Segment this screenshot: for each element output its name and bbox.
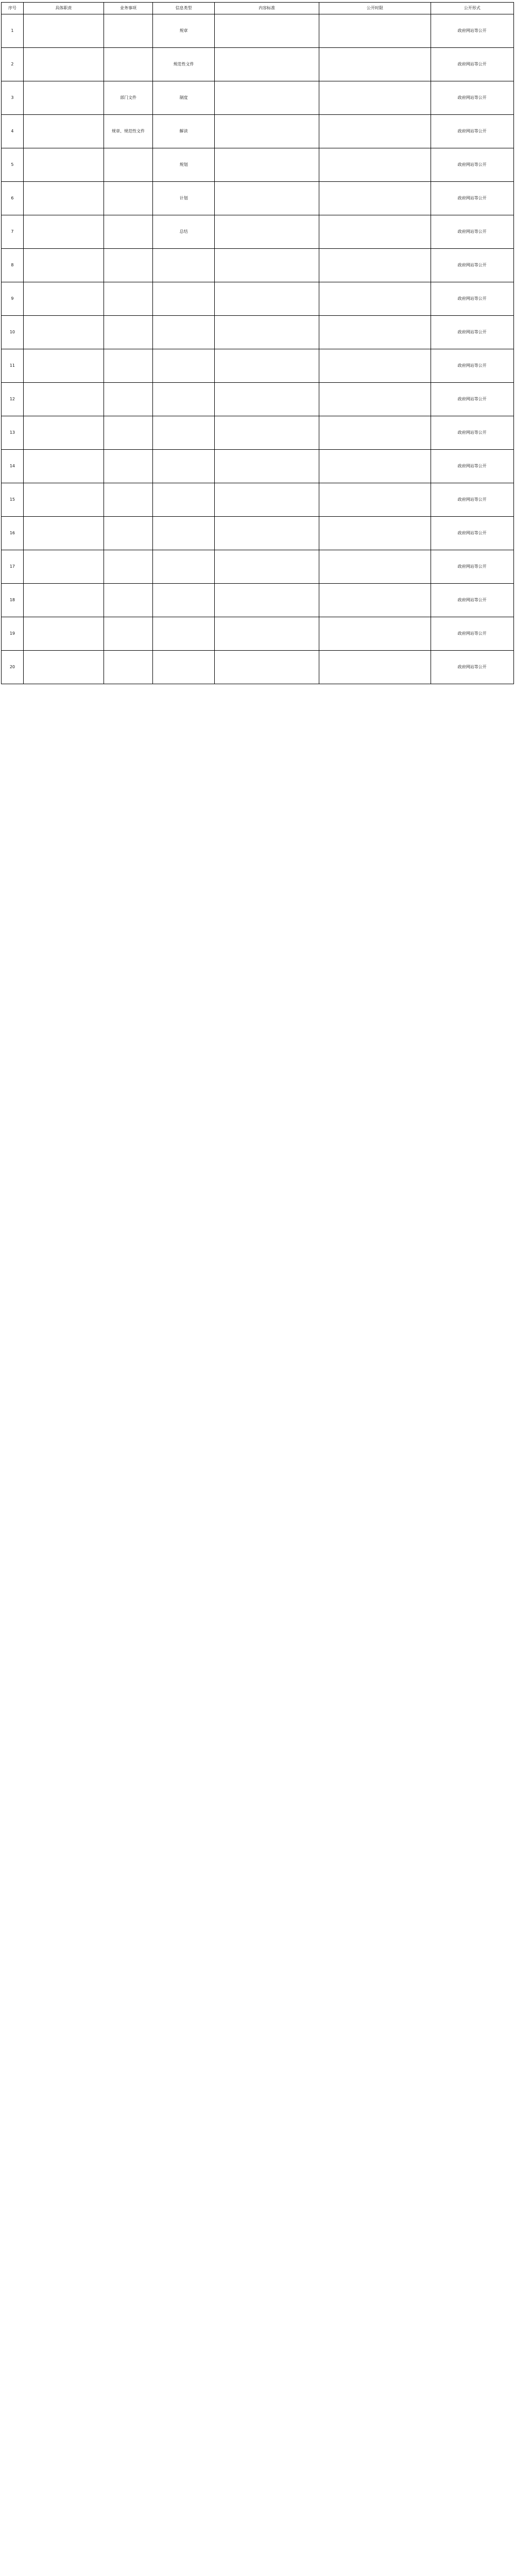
cell-form: 政府网站等公开	[431, 517, 513, 550]
cell-time	[319, 316, 431, 349]
cell-form: 政府网站等公开	[431, 483, 513, 517]
table-row	[2, 115, 514, 148]
cell-form: 政府网站等公开	[431, 148, 513, 182]
cell-duty	[23, 349, 104, 383]
cell-type: 计划	[153, 182, 215, 215]
cell-time	[319, 148, 431, 182]
cell-duty	[23, 450, 104, 483]
cell-content	[215, 115, 319, 148]
table-row	[2, 182, 514, 215]
cell-form: 政府网站等公开	[431, 249, 513, 282]
cell-form: 政府网站等公开	[431, 349, 513, 383]
cell-form: 政府网站等公开	[431, 550, 513, 584]
cell-form: 政府网站等公开	[431, 115, 513, 148]
cell-type	[153, 282, 215, 316]
cell-item	[104, 550, 153, 584]
table-row	[2, 450, 514, 483]
cell-type: 规范性文件	[153, 48, 215, 81]
table-row	[2, 48, 514, 81]
cell-duty	[23, 651, 104, 684]
cell-duty	[23, 81, 104, 115]
cell-time	[319, 517, 431, 550]
table-row	[2, 14, 514, 48]
table-header-row	[2, 3, 514, 14]
cell-type	[153, 416, 215, 450]
header-duty: 具体职责	[23, 3, 104, 14]
table-row	[2, 517, 514, 550]
table-row	[2, 584, 514, 617]
cell-form: 政府网站等公开	[431, 14, 513, 48]
cell-form: 政府网站等公开	[431, 316, 513, 349]
header-time: 公开时限	[319, 3, 431, 14]
header-content: 内容标准	[215, 3, 319, 14]
cell-time	[319, 383, 431, 416]
cell-content	[215, 282, 319, 316]
cell-form: 政府网站等公开	[431, 416, 513, 450]
cell-type	[153, 584, 215, 617]
cell-type	[153, 249, 215, 282]
cell-type	[153, 349, 215, 383]
cell-form: 政府网站等公开	[431, 383, 513, 416]
cell-no: 5	[2, 148, 24, 182]
cell-form: 政府网站等公开	[431, 215, 513, 249]
header-form: 公开形式	[431, 3, 513, 14]
cell-no: 13	[2, 416, 24, 450]
cell-content	[215, 148, 319, 182]
table-row	[2, 249, 514, 282]
cell-item	[104, 383, 153, 416]
cell-content	[215, 483, 319, 517]
table-body	[2, 14, 514, 684]
cell-content	[215, 349, 319, 383]
cell-no: 10	[2, 316, 24, 349]
cell-duty	[23, 517, 104, 550]
cell-item	[104, 483, 153, 517]
cell-type: 规章	[153, 14, 215, 48]
cell-content	[215, 651, 319, 684]
cell-duty	[23, 483, 104, 517]
cell-duty	[23, 316, 104, 349]
cell-item	[104, 148, 153, 182]
cell-form: 政府网站等公开	[431, 617, 513, 651]
cell-item	[104, 215, 153, 249]
cell-item	[104, 517, 153, 550]
cell-time	[319, 81, 431, 115]
cell-item	[104, 416, 153, 450]
cell-no: 6	[2, 182, 24, 215]
cell-duty	[23, 48, 104, 81]
table-row	[2, 282, 514, 316]
cell-item	[104, 14, 153, 48]
cell-type: 总结	[153, 215, 215, 249]
cell-item: 部门文件	[104, 81, 153, 115]
cell-duty	[23, 550, 104, 584]
cell-content	[215, 416, 319, 450]
cell-type	[153, 517, 215, 550]
table-row	[2, 316, 514, 349]
table-row	[2, 550, 514, 584]
cell-content	[215, 215, 319, 249]
table-row	[2, 617, 514, 651]
cell-duty	[23, 148, 104, 182]
header-type: 信息类型	[153, 3, 215, 14]
cell-form: 政府网站等公开	[431, 282, 513, 316]
cell-type	[153, 383, 215, 416]
cell-type	[153, 651, 215, 684]
cell-time	[319, 115, 431, 148]
cell-no: 11	[2, 349, 24, 383]
cell-time	[319, 282, 431, 316]
cell-duty	[23, 249, 104, 282]
cell-no: 9	[2, 282, 24, 316]
cell-time	[319, 416, 431, 450]
cell-type	[153, 483, 215, 517]
cell-item	[104, 249, 153, 282]
table-row	[2, 349, 514, 383]
cell-content	[215, 48, 319, 81]
cell-content	[215, 450, 319, 483]
cell-no: 7	[2, 215, 24, 249]
cell-content	[215, 249, 319, 282]
disclosure-table	[1, 2, 514, 684]
cell-form: 政府网站等公开	[431, 48, 513, 81]
cell-form: 政府网站等公开	[431, 81, 513, 115]
header-item: 业务事项	[104, 3, 153, 14]
cell-item	[104, 450, 153, 483]
table-row	[2, 383, 514, 416]
cell-time	[319, 249, 431, 282]
cell-time	[319, 14, 431, 48]
cell-item	[104, 182, 153, 215]
cell-item	[104, 584, 153, 617]
cell-type	[153, 617, 215, 651]
cell-type	[153, 550, 215, 584]
cell-content	[215, 14, 319, 48]
cell-no: 2	[2, 48, 24, 81]
cell-time	[319, 48, 431, 81]
cell-type	[153, 316, 215, 349]
cell-time	[319, 182, 431, 215]
cell-duty	[23, 617, 104, 651]
cell-no: 1	[2, 14, 24, 48]
cell-no: 8	[2, 249, 24, 282]
cell-duty	[23, 383, 104, 416]
cell-duty	[23, 115, 104, 148]
cell-form: 政府网站等公开	[431, 450, 513, 483]
cell-content	[215, 584, 319, 617]
cell-item	[104, 617, 153, 651]
cell-no: 17	[2, 550, 24, 584]
cell-time	[319, 617, 431, 651]
cell-type: 规划	[153, 148, 215, 182]
cell-time	[319, 450, 431, 483]
cell-item	[104, 316, 153, 349]
cell-duty	[23, 584, 104, 617]
cell-item	[104, 651, 153, 684]
cell-form: 政府网站等公开	[431, 584, 513, 617]
cell-duty	[23, 282, 104, 316]
cell-item	[104, 282, 153, 316]
cell-form: 政府网站等公开	[431, 182, 513, 215]
cell-no: 20	[2, 651, 24, 684]
cell-time	[319, 651, 431, 684]
cell-form: 政府网站等公开	[431, 651, 513, 684]
cell-no: 4	[2, 115, 24, 148]
cell-item: 规章、规范性文件	[104, 115, 153, 148]
cell-duty	[23, 14, 104, 48]
cell-no: 14	[2, 450, 24, 483]
table-row	[2, 651, 514, 684]
cell-content	[215, 517, 319, 550]
table-row	[2, 148, 514, 182]
cell-content	[215, 316, 319, 349]
cell-time	[319, 349, 431, 383]
cell-content	[215, 550, 319, 584]
cell-content	[215, 383, 319, 416]
cell-no: 3	[2, 81, 24, 115]
cell-time	[319, 584, 431, 617]
table-row	[2, 416, 514, 450]
cell-duty	[23, 182, 104, 215]
cell-no: 12	[2, 383, 24, 416]
cell-time	[319, 550, 431, 584]
table-row	[2, 215, 514, 249]
cell-type: 制度	[153, 81, 215, 115]
cell-time	[319, 483, 431, 517]
cell-type: 解读	[153, 115, 215, 148]
cell-type	[153, 450, 215, 483]
cell-no: 16	[2, 517, 24, 550]
cell-item	[104, 48, 153, 81]
header-no: 序号	[2, 3, 24, 14]
cell-content	[215, 81, 319, 115]
cell-no: 18	[2, 584, 24, 617]
cell-content	[215, 182, 319, 215]
cell-content	[215, 617, 319, 651]
cell-no: 15	[2, 483, 24, 517]
cell-item	[104, 349, 153, 383]
cell-time	[319, 215, 431, 249]
table-row	[2, 483, 514, 517]
cell-no: 19	[2, 617, 24, 651]
table-row	[2, 81, 514, 115]
cell-duty	[23, 215, 104, 249]
cell-duty	[23, 416, 104, 450]
